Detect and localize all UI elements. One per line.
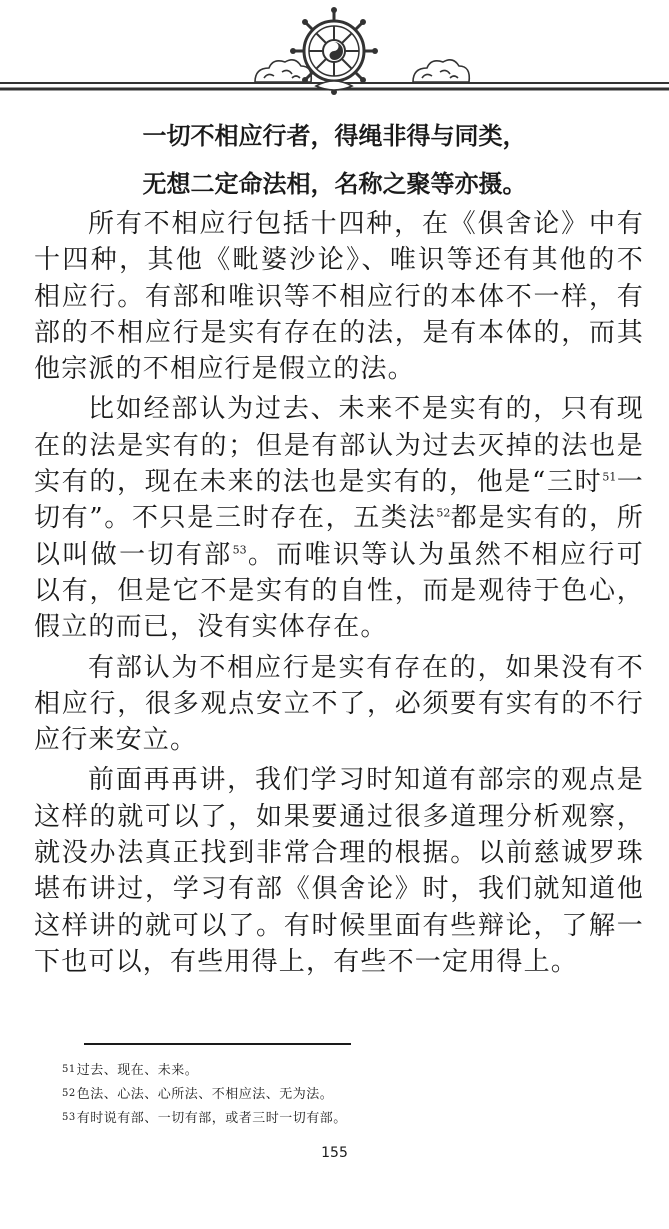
footnote-text: 过去、现在、未来。 [76,1063,199,1078]
paragraph-2-part-1: 比如经部认为过去、未来不是实有的，只有现在的法是实有的；但是有部认为过去灭掉的法也是实有的，现在未来的法也是实有的，他是“三时 [34,394,644,498]
footnote-ref-52[interactable]: 52 [436,506,451,520]
cloud-ornament-icon [413,60,469,82]
footnote-ref-53[interactable]: 53 [232,543,247,557]
paragraph-3: 有部认为不相应行是实有存在的，如果没有不相应行，很多观点安立不了，必须要有实有的不行应行来安立。 [34,652,644,756]
footnote-text: 色法、心法、心所法、不相应法、无为法。 [76,1087,334,1102]
footnote-number: 53 [62,1112,76,1123]
footnote-52 [62,1082,622,1106]
footnote-number: 51 [62,1064,76,1075]
footnotes [62,1058,622,1130]
footnote-ref-51[interactable]: 51 [602,470,617,484]
paragraph-4: 前面再再讲，我们学习时知道有部宗的观点是这样的就可以了，如果要通过很多道理分析观察，就没办法真正找到非常合理的根据。以前慈诚罗珠堪布讲过，学习有部《俱舍论》时，我们就知道他这样讲的就可以了。有时候里面有些辩论，了解一下也可以，有些用得上，有些不一定用得上。 [34,765,644,977]
footnote-51 [62,1058,622,1082]
dharma-wheel-icon [290,7,378,95]
body-text [34,206,644,984]
verse-line-2: 无想二定命法相，名称之聚等亦摄。 [142,170,527,198]
footnote-divider [84,1043,351,1045]
footnote-53 [62,1106,622,1130]
paragraph-2-part-3: 都是实有的，所以叫做一切有部 [34,503,645,570]
verse-block [0,112,669,208]
paragraph-1: 所有不相应行包括十四种，在《俱舍论》中有十四种，其他《毗婆沙论》、唯识等还有其他的不相应行。有部和唯识等不相应行的本体不一样，有部的不相应行是实有存在的法，是有本体的，而其他宗派的不相应行是假立的法。 [34,209,644,385]
footnote-text: 有时说有部、一切有部，或者三时一切有部。 [76,1111,347,1126]
paragraph-2-part-2: 一切有”。不只是三时存在，五类法 [34,467,644,534]
verse-line-1: 一切不相应行者，得绳非得与同类， [142,122,527,150]
page-header-ornament [0,0,669,100]
paragraph-2 [34,391,644,645]
paragraph-2-part-4: 。而唯识等认为虽然不相应行可以有，但是它不是实有的自性，而是观待于色心，假立的而已，没有实体存在。 [34,539,644,643]
footnote-number: 52 [62,1088,76,1099]
page-number: 155 [321,1145,348,1161]
